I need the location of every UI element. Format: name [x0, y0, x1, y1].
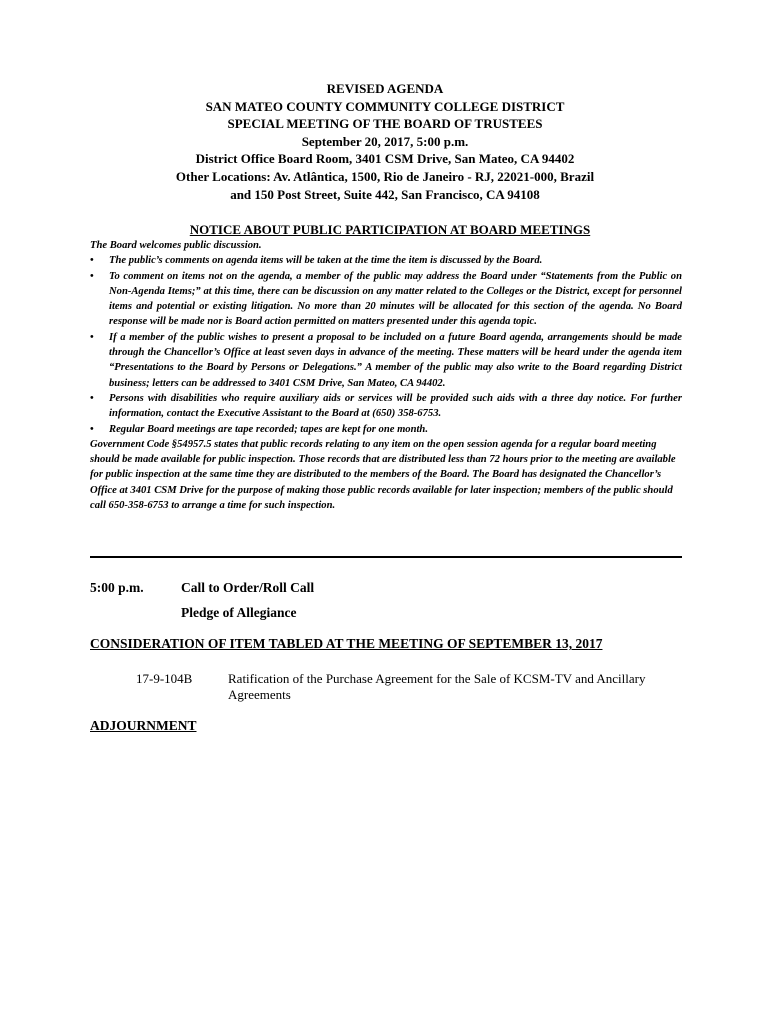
notice-section [90, 238, 682, 513]
section-divider [90, 556, 682, 558]
header-meeting-type: SPECIAL MEETING OF THE BOARD OF TRUSTEES [227, 116, 543, 132]
header-location: District Office Board Room, 3401 CSM Drive, San Mateo, CA 94402 [195, 151, 575, 167]
consideration-heading: CONSIDERATION OF ITEM TABLED AT THE MEETING OF SEPTEMBER 13, 2017 [90, 636, 603, 651]
bullet-icon: • [90, 331, 94, 343]
bullet-icon: • [90, 270, 94, 282]
header-district: SAN MATEO COUNTY COMMUNITY COLLEGE DISTRICT [205, 98, 565, 114]
notice-title: NOTICE ABOUT PUBLIC PARTICIPATION AT BOARD MEETINGS [189, 222, 591, 237]
agenda-item-description: Ratification of the Purchase Agreement for the Sale of KCSM-TV and Ancillary Agreements [228, 671, 646, 702]
notice-bullet: • Regular Board meetings are tape recorded; tapes are kept for one month. [90, 422, 682, 437]
bullet-icon: • [90, 392, 94, 404]
notice-bullet: • If a member of the public wishes to present a proposal to be included on a future Board agenda, arrangements should be made through the Chancellor’s Office at least seven days in advance of the meeting. These matters will be heard under the agenda item “Presentations to the Board by Persons or Delegations.” A member of the public may also write to the Board regarding District business; letters can be addressed to 3401 CSM Drive, San Mateo, CA 94402. [90, 331, 682, 389]
notice-bullet-list [90, 253, 682, 437]
call-to-order: Call to Order/Roll Call [181, 580, 315, 595]
header-other-locations: Other Locations: Av. Atlântica, 1500, Rio de Janeiro - RJ, 22021-000, Brazil [175, 168, 595, 184]
notice-bullet: • The public’s comments on agenda items will be taken at the time the item is discussed by the Board. [90, 253, 682, 268]
header-other-locations-cont: and 150 Post Street, Suite 442, San Francisco, CA 94108 [230, 186, 540, 202]
agenda-time: 5:00 p.m. [90, 580, 144, 595]
notice-intro: The Board welcomes public discussion. [90, 240, 262, 251]
government-code-text: Government Code §54957.5 states that public records relating to any item on the open session agenda for a regular board meeting should be made available for public inspection. Those records that are distributed less than 72 hours prior to the meeting are available for public inspection at the same time they are distributed to the members of the Board. The Board has designated the Chancellor’s Office at 3401 CSM Drive for the purpose of making those public records available for later inspection; members of the public should call 650-358-6753 to arrange a time for such inspection. [90, 438, 676, 512]
adjournment-heading: ADJOURNMENT [90, 718, 197, 733]
header-title: REVISED AGENDA [326, 81, 444, 96]
pledge-of-allegiance: Pledge of Allegiance [181, 605, 297, 620]
header-date: September 20, 2017, 5:00 p.m. [301, 133, 469, 149]
notice-bullet: • To comment on items not on the agenda, a member of the public may address the Board under “Statements from the Public on Non-Agenda Items;” at this time, there can be discussion on any matter related to the Colleges or the District, except for personnel items and potential or existing litigation. No more than 20 minutes will be allocated for this section of the agenda. No Board response will be made nor is Board action permitted on matters presented under this agenda topic. [90, 270, 682, 328]
notice-bullet: • Persons with disabilities who require auxiliary aids or services will be provided such aids with a three day notice. For further information, contact the Executive Assistant to the Board at (650) 358-6753. [90, 392, 682, 420]
agenda-header [90, 80, 680, 203]
agenda-item-number: 17-9-104B [136, 671, 193, 686]
bullet-icon: • [90, 423, 94, 435]
bullet-icon: • [90, 255, 94, 267]
